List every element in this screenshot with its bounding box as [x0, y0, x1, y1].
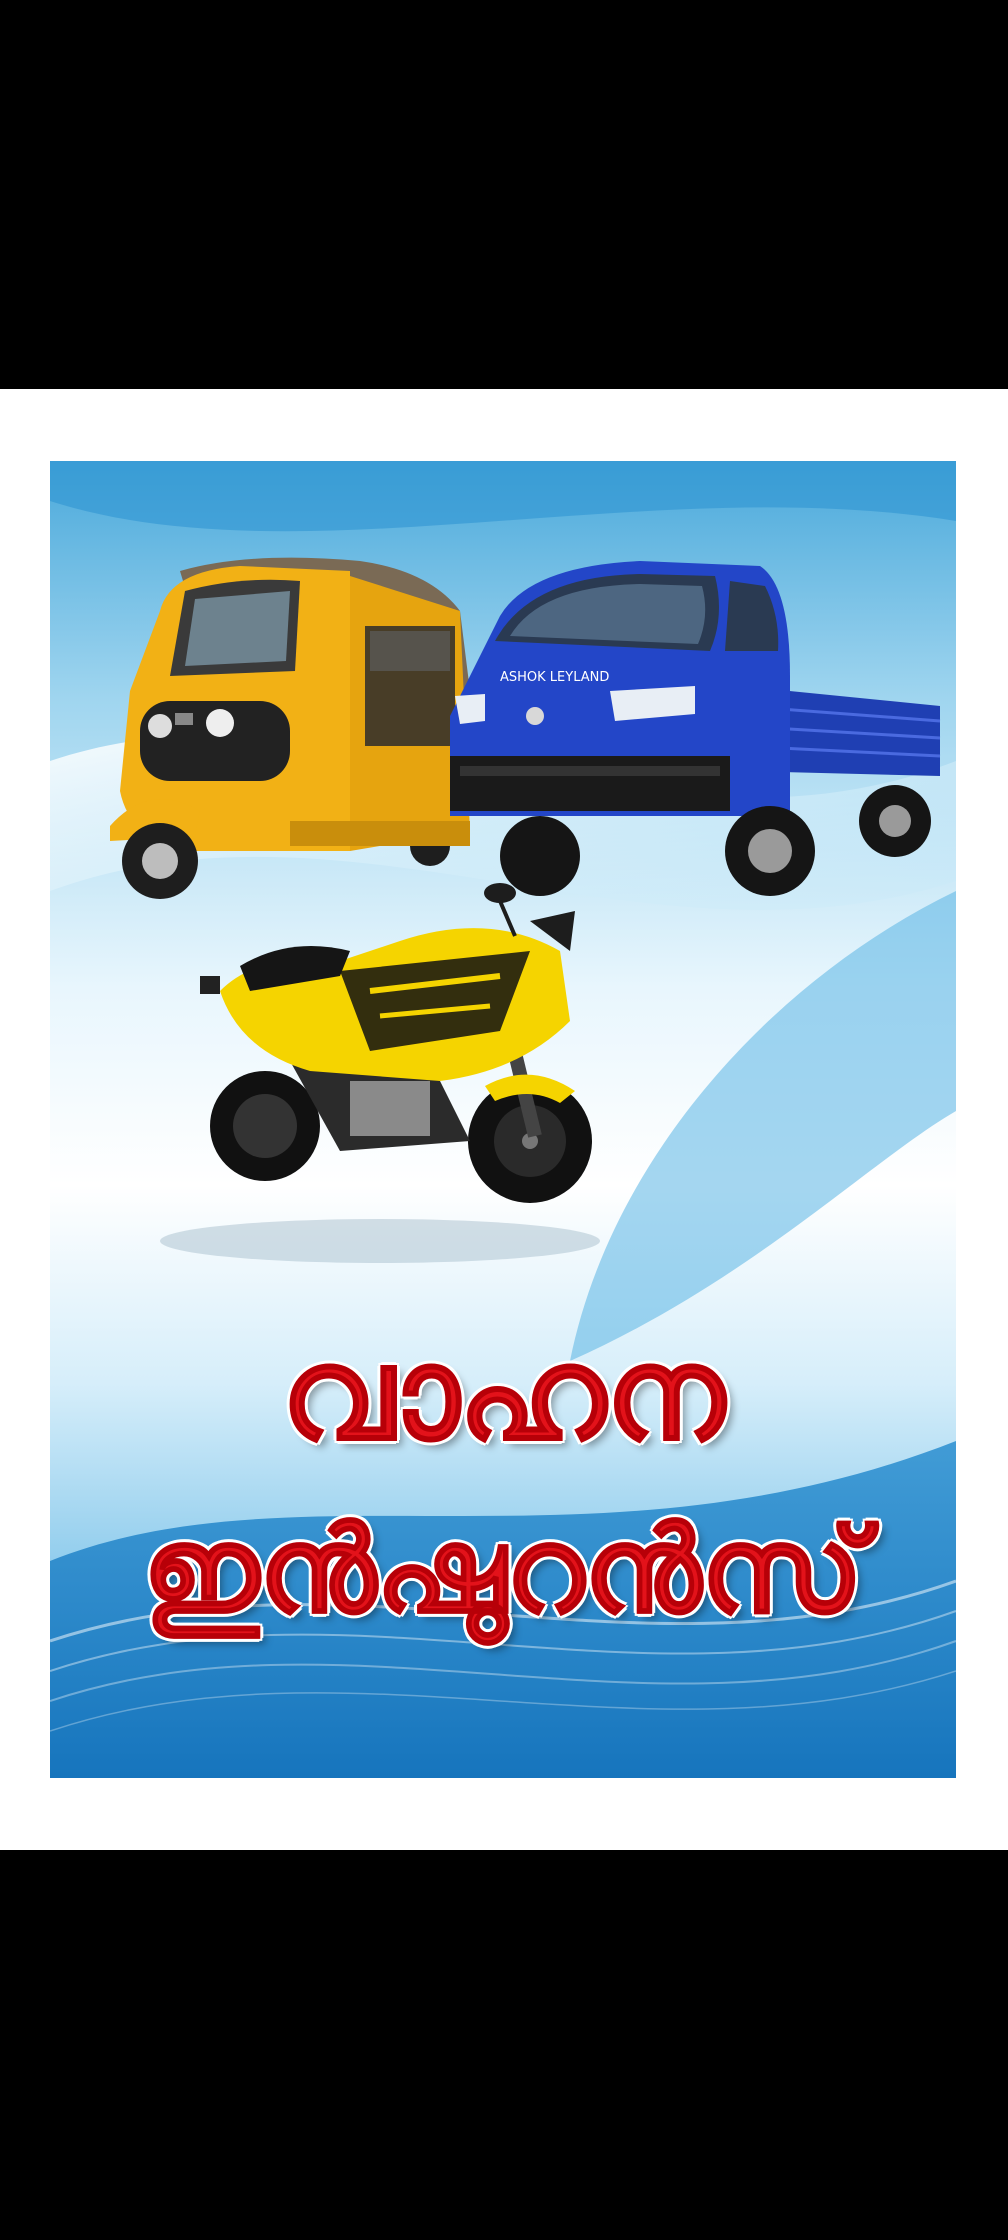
- truck-brand-label: ASHOK LEYLAND: [500, 670, 610, 685]
- motorcycle-image: [200, 881, 640, 1251]
- image-viewer[interactable]: [0, 389, 1008, 1850]
- title-line-1: വാഹന: [281, 1320, 725, 1469]
- pickup-truck-image: [440, 556, 950, 916]
- insurance-poster-image: [50, 461, 956, 1778]
- title-line-2: ഇൻഷുറൻസ്: [143, 1501, 863, 1639]
